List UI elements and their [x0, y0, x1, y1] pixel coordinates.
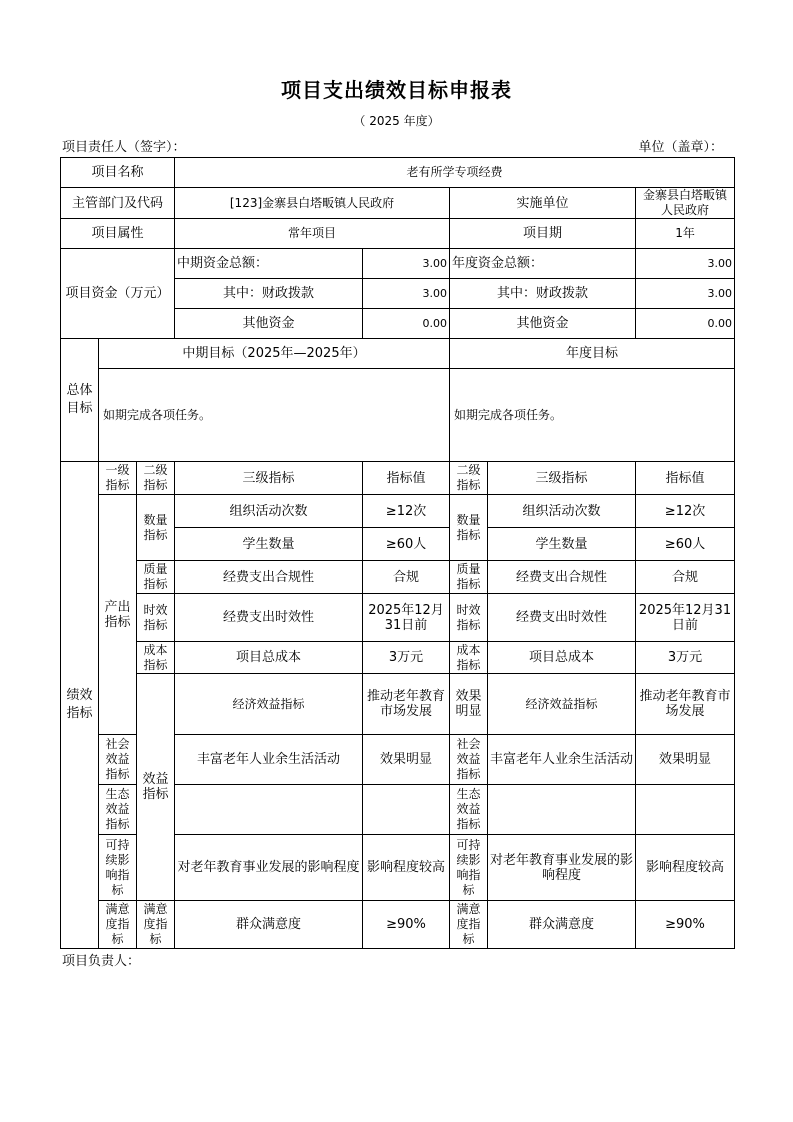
indicator-l2-year: 满意度指标 [450, 901, 488, 949]
indicator-l3-year: 丰富老年人业余生活活动 [488, 735, 636, 785]
indicator-value-year: 效果明显 [636, 735, 735, 785]
mid-goal-text [99, 369, 450, 462]
indicator-l2-year: 社会效益指标 [450, 735, 488, 785]
indicator-l2-year: 成本指标 [450, 642, 488, 674]
indicator-value-year [636, 785, 735, 835]
indicator-l3-year: 推动老年教育市场发展 [636, 674, 735, 735]
indicator-l3-year: 项目总成本 [488, 642, 636, 674]
mid-goal-content: 如期完成各项任务。 [103, 407, 212, 422]
year-other-label: 其他资金 [450, 309, 636, 339]
indicator-l2: 生态效益指标 [99, 785, 137, 835]
project-period-label: 项目期 [450, 219, 636, 249]
performance-indicator-label: 绩效指标 [61, 462, 99, 949]
indicator-l3-year: 组织活动次数 [488, 495, 636, 528]
indicator-l3-year: 经费支出合规性 [488, 561, 636, 594]
indicator-value: ≥90% [363, 901, 450, 949]
project-period-value: 1年 [636, 219, 735, 249]
mid-fiscal-value: 3.00 [363, 279, 450, 309]
indicator-value-year: 2025年12月31日前 [636, 594, 735, 642]
indicator-l3-year: 经费支出时效性 [488, 594, 636, 642]
project-attr-label: 项目属性 [61, 219, 175, 249]
mid-other-label: 其他资金 [175, 309, 363, 339]
project-name-value: 老有所学专项经费 [175, 158, 735, 188]
indicator-value: 影响程度较高 [363, 835, 450, 901]
header-level2-year: 二级指标 [450, 462, 488, 495]
indicator-l2-year: 生态效益指标 [450, 785, 488, 835]
indicator-l2: 质量指标 [137, 561, 175, 594]
indicator-l3: 对老年教育事业发展的影响程度 [175, 835, 363, 901]
satisfaction-l1-label: 满意度指标 [99, 901, 137, 949]
indicator-l2-year: 可持续影响指标 [450, 835, 488, 901]
indicator-l3 [175, 785, 363, 835]
indicator-l3: 经费支出时效性 [175, 594, 363, 642]
indicator-value-year: 3万元 [636, 642, 735, 674]
indicator-value: ≥60人 [363, 528, 450, 561]
indicator-l3: 组织活动次数 [175, 495, 363, 528]
indicator-l3: 经费支出合规性 [175, 561, 363, 594]
header-level1: 一级指标 [99, 462, 137, 495]
indicator-value-year: ≥60人 [636, 528, 735, 561]
project-leader-label: 项目负责人： [62, 954, 141, 969]
header-value: 指标值 [363, 462, 450, 495]
indicator-l2-year: 时效指标 [450, 594, 488, 642]
indicator-value: 2025年12月31日前 [363, 594, 450, 642]
indicator-l3: 学生数量 [175, 528, 363, 561]
indicator-l2: 成本指标 [137, 642, 175, 674]
project-attr-value: 常年项目 [175, 219, 450, 249]
indicator-l2-year: 经济效益指标 [488, 674, 636, 735]
project-funds-label: 项目资金（万元） [61, 249, 175, 339]
dept-value: [123]金寨县白塔畈镇人民政府 [175, 188, 450, 219]
year-fiscal-value: 3.00 [636, 279, 735, 309]
indicator-l2: 时效指标 [137, 594, 175, 642]
indicator-l2: 数量指标 [137, 495, 175, 561]
form-title: 项目支出绩效目标申报表 [281, 78, 512, 102]
indicator-l3: 项目总成本 [175, 642, 363, 674]
header-level3: 三级指标 [175, 462, 363, 495]
header-level3-year: 三级指标 [488, 462, 636, 495]
mid-total-value: 3.00 [363, 249, 450, 279]
benefit-indicator-label: 效益指标 [137, 674, 175, 901]
year-total-value: 3.00 [636, 249, 735, 279]
year-total-label: 年度资金总额： [450, 249, 636, 279]
indicator-value-year: 合规 [636, 561, 735, 594]
indicator-l2: 社会效益指标 [99, 735, 137, 785]
responsible-person-label: 项目责任人（签字）： [62, 140, 186, 155]
year-goal-text [450, 369, 735, 462]
indicator-value: ≥12次 [363, 495, 450, 528]
indicator-l2: 满意度指标 [137, 901, 175, 949]
indicator-l3-year: 群众满意度 [488, 901, 636, 949]
impl-unit-label: 实施单位 [450, 188, 636, 219]
impl-unit-value: 金寨县白塔畈镇人民政府 [636, 188, 735, 219]
mid-fiscal-label: 其中：财政拨款 [175, 279, 363, 309]
unit-seal-label: 单位（盖章）： [638, 140, 723, 155]
indicator-l3: 丰富老年人业余生活活动 [175, 735, 363, 785]
indicator-l3-year: 学生数量 [488, 528, 636, 561]
indicator-value: 3万元 [363, 642, 450, 674]
indicator-l3-year: 对老年教育事业发展的影响程度 [488, 835, 636, 901]
dept-label: 主管部门及代码 [61, 188, 175, 219]
indicator-l2: 可持续影响指标 [99, 835, 137, 901]
indicator-l3: 推动老年教育市场发展 [363, 674, 450, 735]
indicator-l2-year: 数量指标 [450, 495, 488, 561]
year-goal-header: 年度目标 [450, 339, 735, 369]
indicator-value [363, 785, 450, 835]
performance-form-table [60, 157, 735, 949]
output-indicator-label: 产出指标 [99, 495, 137, 735]
indicator-value-year: 影响程度较高 [636, 835, 735, 901]
indicator-value: 效果明显 [450, 674, 488, 735]
year-other-value: 0.00 [636, 309, 735, 339]
fiscal-year-line: （ 2025 年度） [353, 114, 440, 128]
indicator-l2: 经济效益指标 [175, 674, 363, 735]
indicator-value-year: ≥12次 [636, 495, 735, 528]
header-level2: 二级指标 [137, 462, 175, 495]
year-goal-content: 如期完成各项任务。 [454, 407, 563, 422]
indicator-l3-year [488, 785, 636, 835]
indicator-value-year: ≥90% [636, 901, 735, 949]
indicator-l2-year: 质量指标 [450, 561, 488, 594]
header-value-year: 指标值 [636, 462, 735, 495]
overall-goal-label: 总体目标 [61, 339, 99, 462]
indicator-value: 效果明显 [363, 735, 450, 785]
project-name-label: 项目名称 [61, 158, 175, 188]
year-fiscal-label: 其中：财政拨款 [450, 279, 636, 309]
indicator-l3: 群众满意度 [175, 901, 363, 949]
mid-other-value: 0.00 [363, 309, 450, 339]
indicator-value: 合规 [363, 561, 450, 594]
mid-total-label: 中期资金总额： [175, 249, 363, 279]
mid-goal-header: 中期目标（2025年—2025年） [99, 339, 450, 369]
